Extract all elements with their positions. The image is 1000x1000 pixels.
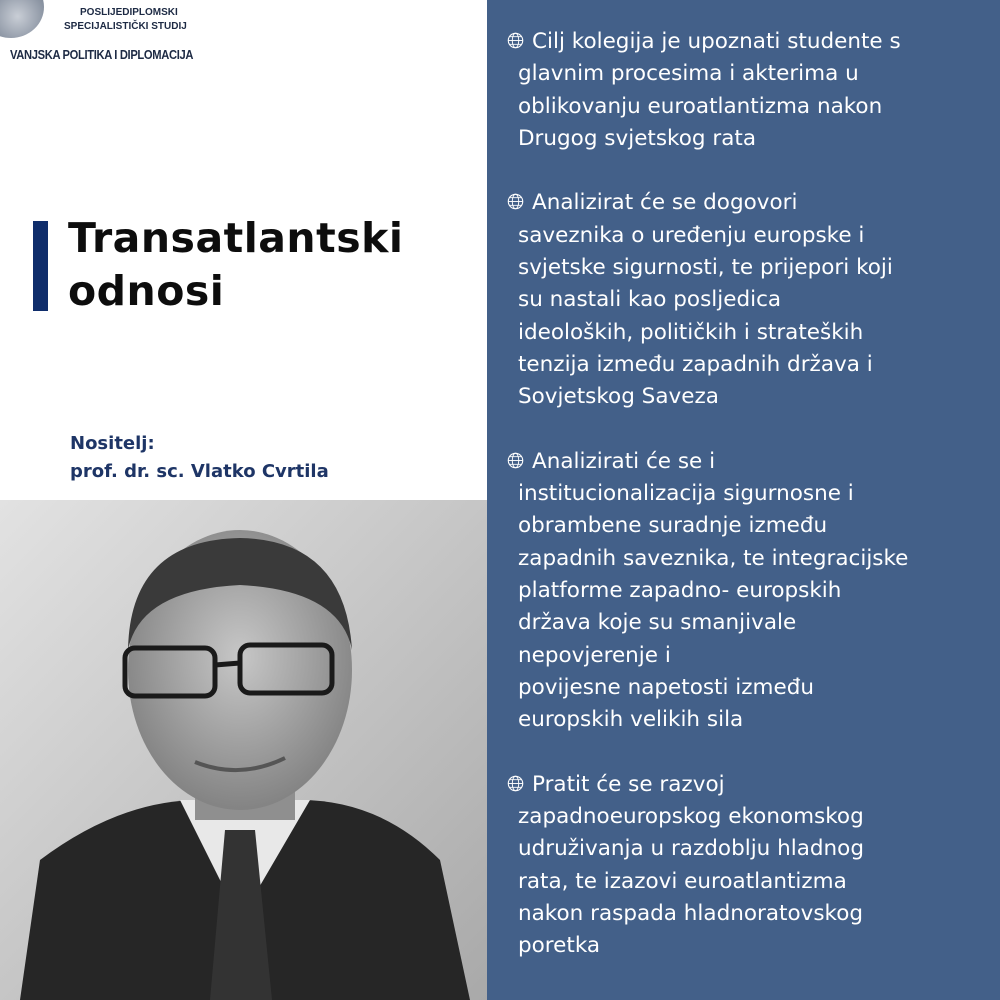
goal-text-line bbox=[507, 930, 987, 962]
goal-text-line bbox=[507, 381, 987, 413]
globe-icon bbox=[507, 188, 524, 205]
goal-text-line bbox=[507, 866, 987, 898]
goal-item bbox=[507, 446, 987, 737]
course-holder bbox=[70, 430, 329, 486]
goal-text-line bbox=[507, 801, 987, 833]
goal-text-line bbox=[507, 284, 987, 316]
goal-text-line bbox=[507, 349, 987, 381]
holder-name: prof. dr. sc. Vlatko Cvrtila bbox=[70, 461, 329, 482]
goal-item bbox=[507, 769, 987, 963]
goal-text-line bbox=[507, 769, 987, 801]
goal-text: obrambene suradnje između bbox=[518, 513, 828, 539]
goal-text-line bbox=[507, 833, 987, 865]
goal-text: poretka bbox=[518, 933, 601, 959]
goal-text-line bbox=[507, 123, 987, 155]
goal-text: Analizirati će se i bbox=[532, 448, 716, 474]
goal-text: platforme zapadno- europskih bbox=[518, 578, 842, 604]
goal-text: Cilj kolegija je upoznati studente s bbox=[532, 29, 901, 54]
goal-text-line bbox=[507, 704, 987, 736]
logo-line-3: VANJSKA POLITIKA I DIPLOMACIJA bbox=[10, 47, 194, 62]
goal-text: zapadnoeuropskog ekonomskog bbox=[518, 804, 864, 830]
goal-text-line bbox=[507, 575, 987, 607]
goal-text-line bbox=[507, 607, 987, 639]
goal-text-line bbox=[507, 252, 987, 284]
goal-text: institucionalizacija sigurnosne i bbox=[518, 481, 854, 507]
goal-text: su nastali kao posljedica bbox=[518, 287, 782, 313]
left-panel bbox=[0, 0, 487, 1000]
goal-text: Pratit će se razvoj bbox=[532, 771, 725, 797]
program-logo bbox=[0, 0, 200, 70]
globe-icon bbox=[507, 447, 524, 464]
professor-portrait-illustration bbox=[0, 500, 487, 1000]
goal-text: nepovjerenje i bbox=[518, 642, 671, 668]
goal-text: zapadnih saveznika, te integracijske bbox=[518, 545, 909, 571]
goal-text: Sovjetskog Saveza bbox=[518, 384, 719, 410]
goal-text-line bbox=[507, 91, 987, 123]
course-title-line-2: odnosi bbox=[68, 267, 225, 315]
goal-text: glavnim procesima i akterima u bbox=[518, 61, 859, 87]
logo-line-2: SPECIJALISTIČKI STUDIJ bbox=[64, 21, 187, 32]
goal-text-line bbox=[507, 187, 987, 219]
globe-icon bbox=[507, 27, 524, 44]
goal-text-line bbox=[507, 672, 987, 704]
goal-text-line bbox=[507, 640, 987, 672]
course-title-line-1: Transatlantski bbox=[68, 214, 404, 262]
goal-text-line bbox=[507, 543, 987, 575]
course-goals-list bbox=[507, 26, 987, 995]
goal-text: rata, te izazovi euroatlantizma bbox=[518, 868, 847, 894]
goal-text: Drugog svjetskog rata bbox=[518, 125, 757, 151]
goal-text-line bbox=[507, 26, 987, 58]
globe-logo-icon bbox=[0, 0, 44, 38]
goal-text: udruživanja u razdoblju hladnog bbox=[518, 836, 864, 862]
goal-text: europskih velikih sila bbox=[518, 707, 744, 733]
goal-item bbox=[507, 187, 987, 413]
goal-text: nakon raspada hladnoratovskog bbox=[518, 901, 864, 927]
holder-label: Nositelj: bbox=[70, 433, 155, 454]
goal-item bbox=[507, 26, 987, 155]
goal-text-line bbox=[507, 446, 987, 478]
goal-text: tenzija između zapadnih država i bbox=[518, 351, 873, 377]
course-title bbox=[68, 212, 478, 318]
goal-text-line bbox=[507, 317, 987, 349]
goal-text-line bbox=[507, 478, 987, 510]
goal-text: saveznika o uređenju europske i bbox=[518, 222, 865, 248]
title-accent-bar bbox=[33, 221, 48, 311]
goal-text: ideoloških, političkih i strateških bbox=[518, 319, 864, 345]
goal-text: Analizirat će se dogovori bbox=[532, 190, 798, 216]
goal-text: svjetske sigurnosti, te prijepori koji bbox=[518, 255, 893, 281]
globe-icon bbox=[507, 770, 524, 787]
logo-line-1: POSLIJEDIPLOMSKI bbox=[80, 7, 178, 18]
professor-photo bbox=[0, 500, 487, 1000]
goal-text: država koje su smanjivale bbox=[518, 610, 797, 636]
goal-text-line bbox=[507, 220, 987, 252]
goal-text-line bbox=[507, 510, 987, 542]
goal-text-line bbox=[507, 58, 987, 90]
description-panel bbox=[487, 0, 1000, 1000]
goal-text: oblikovanju euroatlantizma nakon bbox=[518, 93, 883, 119]
goal-text-line bbox=[507, 898, 987, 930]
goal-text: povijesne napetosti između bbox=[518, 674, 814, 700]
